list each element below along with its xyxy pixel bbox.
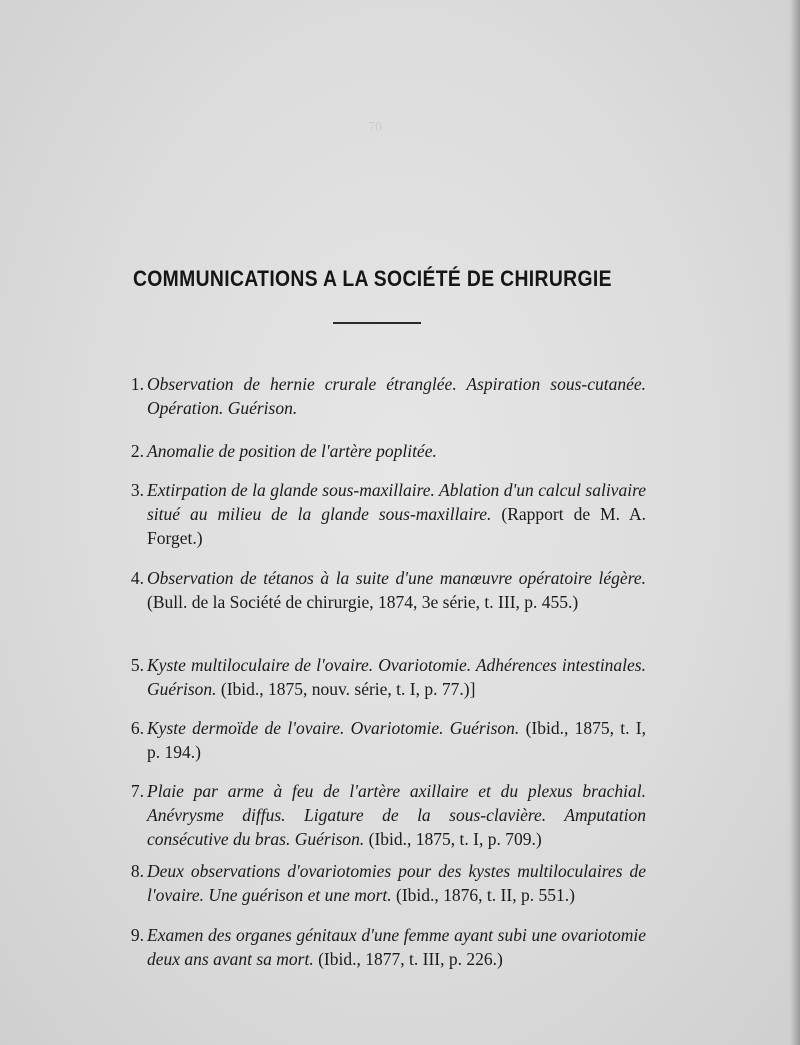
item-number: 5. [130, 655, 144, 675]
item-text [147, 439, 646, 463]
item-text [147, 653, 646, 701]
list-item [118, 566, 646, 614]
item-number: 7. [130, 781, 144, 801]
list-item [118, 478, 646, 550]
list-item [118, 859, 646, 907]
item-number: 9. [130, 925, 144, 945]
item-reference: (Ibid., 1875, nouv. série, t. I, p. 77.)] [220, 679, 476, 699]
list-item [118, 779, 646, 851]
item-text [147, 372, 646, 420]
show-through-page-number: 70 [368, 120, 382, 135]
item-title: Observation de tétanos à la suite d'une manœuvre opératoire légère. [147, 568, 646, 588]
item-number: 4. [130, 568, 144, 588]
item-title: Deux observations d'ovariotomies pour des kystes multiloculaires de l'ovaire. Une guérison et une mort. [147, 861, 646, 905]
page-title: COMMUNICATIONS A LA SOCIÉTÉ DE CHIRURGIE [132, 266, 612, 291]
item-reference: (Ibid., 1877, t. III, p. 226.) [318, 949, 503, 969]
item-text [147, 566, 646, 614]
item-reference: (Rapport de M. A. Forget.) [147, 504, 646, 548]
item-title: Anomalie de position de l'artère poplitée. [147, 441, 437, 461]
item-title: Observation de hernie crurale étranglée. Aspiration sous-cutanée. Opération. Guérison. [147, 374, 646, 418]
list-item [118, 653, 646, 701]
item-text [147, 923, 646, 971]
item-number: 2. [130, 441, 144, 461]
item-reference: (Ibid., 1875, t. I, p. 194.) [147, 718, 646, 762]
item-text [147, 779, 646, 851]
item-title: Kyste multiloculaire de l'ovaire. Ovariotomie. Adhérences intestinales. Guérison. [147, 655, 646, 699]
list-item [118, 439, 646, 463]
item-text [147, 478, 646, 550]
list-item [118, 372, 646, 420]
item-title: Extirpation de la glande sous-maxillaire. Ablation d'un calcul salivaire situé au milieu de la glande sous-maxillaire. [147, 480, 646, 524]
item-text [147, 859, 646, 907]
item-number: 8. [130, 861, 144, 881]
item-reference: (Ibid., 1876, t. II, p. 551.) [396, 885, 575, 905]
item-number: 3. [130, 480, 144, 500]
item-title: Examen des organes génitaux d'une femme ayant subi une ovariotomie deux ans avant sa mort. [147, 925, 646, 969]
item-title: Kyste dermoïde de l'ovaire. Ovariotomie. Guérison. [147, 718, 520, 738]
item-text [147, 716, 646, 764]
item-number: 1. [130, 374, 144, 394]
list-item [118, 716, 646, 764]
item-reference: (Ibid., 1875, t. I, p. 709.) [368, 829, 542, 849]
item-reference: (Bull. de la Société de chirurgie, 1874, 3e série, t. III, p. 455.) [147, 592, 579, 612]
page-edge-shadow [786, 0, 800, 1045]
list-item [118, 923, 646, 971]
item-title: Plaie par arme à feu de l'artère axillaire et du plexus brachial. Anévrysme diffus. Ligature de la sous-clavière. Amputation consécutive du bras. Guérison. [147, 781, 646, 849]
title-divider [333, 322, 421, 324]
item-number: 6. [130, 718, 144, 738]
